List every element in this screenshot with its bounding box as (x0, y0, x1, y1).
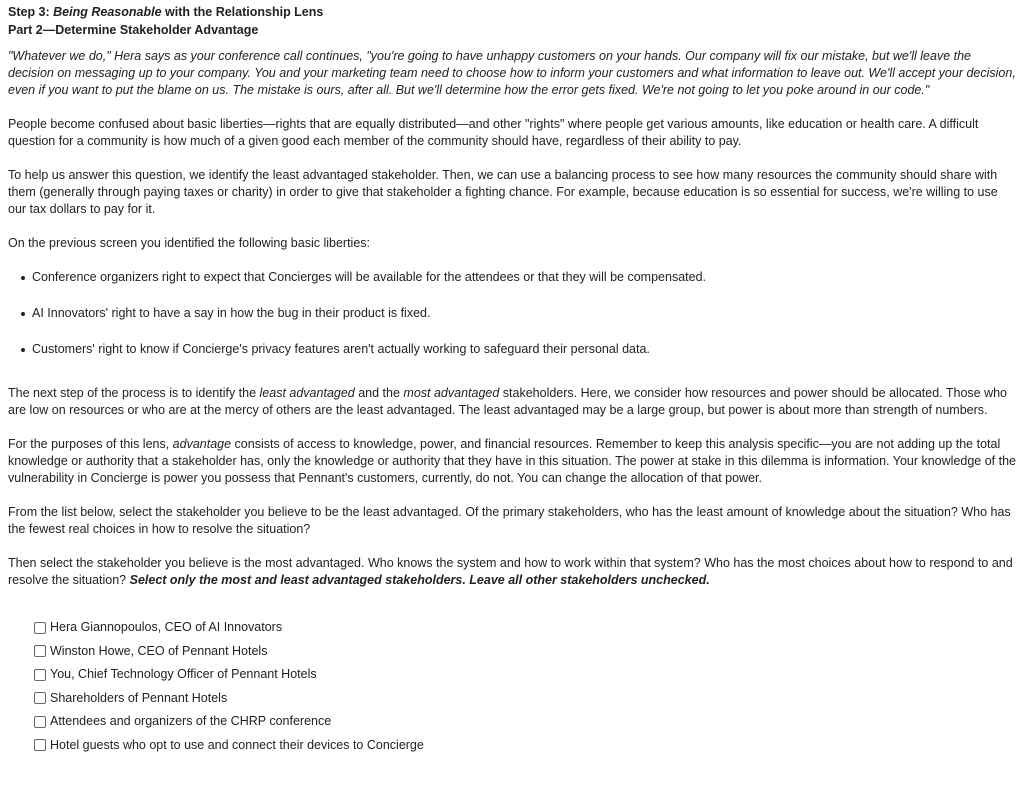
next-step-emphasis-most: most advantaged (403, 386, 500, 400)
advantage-text-1: For the purposes of this lens, (8, 437, 173, 451)
stakeholder-option[interactable] (34, 713, 1016, 730)
previous-screen-paragraph: On the previous screen you identified the following basic liberties: (8, 236, 371, 250)
stakeholder-option[interactable] (34, 737, 1016, 754)
basic-liberties-list (8, 269, 1016, 358)
step-title-emphasis: Being Reasonable (53, 5, 162, 19)
step-title-prefix: Step 3: (8, 5, 54, 19)
select-least-paragraph: From the list below, select the stakeholder you believe to be the least advantaged. Of the primary stakeholders, who has the least amount of knowledge about the situation? Who has the fewest real choices in how to resolve the situation? (8, 505, 1011, 536)
stakeholder-label[interactable]: Shareholders of Pennant Hotels (50, 690, 228, 705)
stakeholder-label[interactable]: Hotel guests who opt to use and connect their devices to Concierge (50, 737, 424, 752)
liberty-item: Customers' right to know if Concierge's privacy features aren't actually working to safeguard their personal data. (32, 341, 1016, 358)
liberty-item: Conference organizers right to expect that Concierges will be available for the attendees or that they will be compensated. (32, 269, 1016, 286)
least-advantaged-intro-paragraph: To help us answer this question, we identify the least advantaged stakeholder. Then, we can use a balancing process to see how many resources the community should share with them (generally through paying taxes or charity) in order to give that stakeholder a fighting chance. For example, because education is so essential for success, we're willing to use our tax dollars to pay for it. (8, 168, 998, 216)
basic-liberties-paragraph: People become confused about basic liberties—rights that are equally distributed—and other "rights" where people get various amounts, like education or health care. A difficult question for a community is how much of a given good each member of the community should have, regardless of their ability to pay. (8, 117, 979, 148)
liberty-item: AI Innovators' right to have a say in how the bug in their product is fixed. (32, 305, 1016, 322)
stakeholder-option[interactable] (34, 643, 1016, 660)
stakeholder-checkbox[interactable] (34, 669, 46, 681)
step-title-suffix: with the Relationship Lens (161, 5, 324, 19)
stakeholder-label[interactable]: You, Chief Technology Officer of Pennant Hotels (50, 667, 317, 681)
advantage-definition-paragraph (8, 436, 1016, 487)
part-title: Part 2—Determine Stakeholder Advantage (8, 23, 259, 37)
next-step-text-1: The next step of the process is to identify the (8, 386, 260, 400)
select-most-text: Then select the stakeholder you believe is the most advantaged. Who knows the system and how to work within that system? Who has the most choices about how to respond to and resolve the situation? (8, 556, 1013, 587)
next-step-emphasis-least: least advantaged (259, 386, 355, 400)
stakeholder-checkbox[interactable] (34, 622, 46, 634)
stakeholder-checkbox[interactable] (34, 645, 46, 657)
next-step-text-2: and the (354, 386, 404, 400)
next-step-paragraph (8, 385, 1016, 419)
select-instruction-emphasis: Select only the most and least advantaged stakeholders. Leave all other stakeholders unchecked. (129, 573, 710, 587)
stakeholder-checklist (34, 619, 1016, 754)
step-title (8, 4, 1016, 21)
hera-quote: "Whatever we do," Hera says as your conference call continues, "you're going to have unhappy customers on your hands. Our company will fix our mistake, but we'll leave the decision on messaging up to your company. You and your marketing team need to choose how to inform your customers and what information to leave out. We'll accept your decision, even if you want to put the blame on us. The mistake is ours, after all. But we'll determine how the error gets fixed. We're not going to let you poke around in our code." (8, 49, 1016, 97)
stakeholder-label[interactable]: Winston Howe, CEO of Pennant Hotels (50, 643, 268, 658)
stakeholder-option[interactable] (34, 619, 1016, 636)
select-most-paragraph (8, 555, 1016, 589)
next-step-text-3: stakeholders. Here, we consider how resources and power should be allocated. Those who are low on resources or who are at the mercy of others are the least advantaged. The least advantaged may be a large group, but power is about more than strength of numbers. (8, 386, 1008, 417)
stakeholder-option[interactable] (34, 666, 1016, 683)
stakeholder-label[interactable]: Attendees and organizers of the CHRP conference (50, 714, 332, 728)
stakeholder-label[interactable]: Hera Giannopoulos, CEO of AI Innovators (50, 620, 283, 634)
stakeholder-option[interactable] (34, 690, 1016, 707)
stakeholder-checkbox[interactable] (34, 692, 46, 704)
advantage-text-2: consists of access to knowledge, power, and financial resources. Remember to keep this analysis specific—you are not adding up the total knowledge or authority that a stakeholder has, only the knowledge or authority that they have in this situation. The power at stake in this dilemma is information. Your knowledge of the vulnerability in Concierge is power you possess that Pennant's customers, currently, do not. You can change the allocation of that power. (8, 437, 1016, 485)
advantage-emphasis: advantage (172, 437, 232, 451)
stakeholder-checkbox[interactable] (34, 716, 46, 728)
stakeholder-checkbox[interactable] (34, 739, 46, 751)
